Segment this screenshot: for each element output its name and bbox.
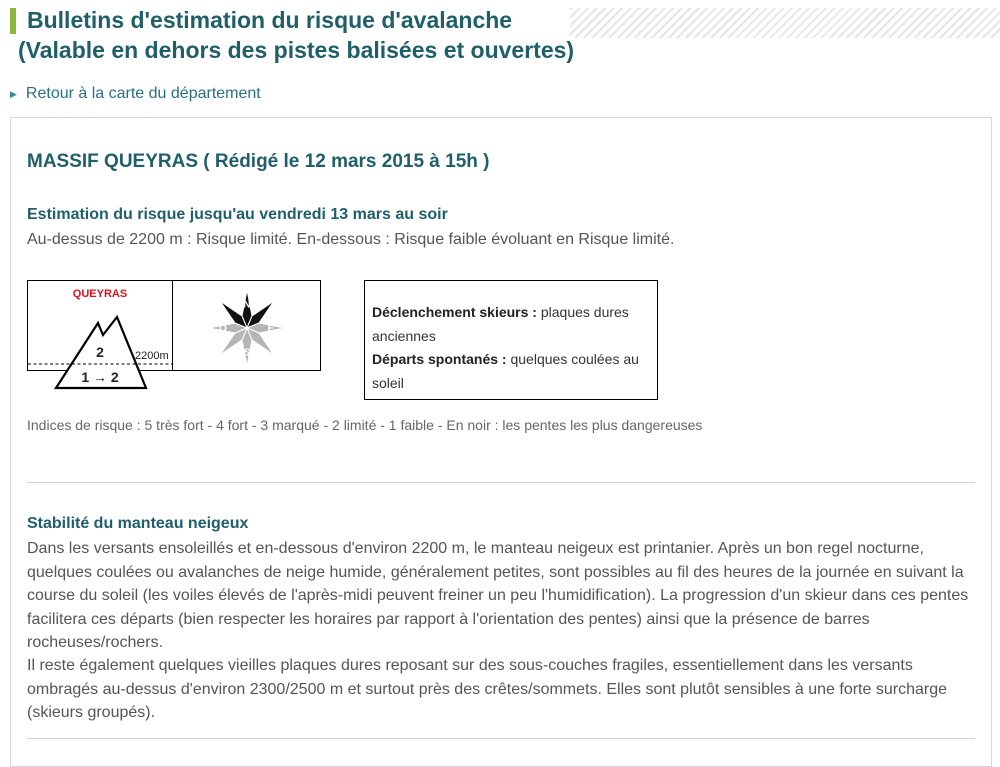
compass-label-west: O	[219, 323, 227, 335]
section-divider	[27, 738, 975, 739]
page-subtitle: (Valable en dehors des pistes balisées et ouvertes)	[18, 37, 575, 63]
page-title: Bulletins d'estimation du risque d'avalanche	[27, 7, 513, 33]
mountain-icon	[28, 281, 173, 385]
triggers-box	[364, 280, 658, 400]
mountain-risk-cell	[28, 281, 173, 385]
compass-label-south: S	[243, 347, 251, 359]
compass-label-north: N	[243, 299, 251, 311]
trigger-label: Départs spontanés :	[372, 351, 507, 367]
back-to-department-map-link[interactable]	[10, 85, 261, 103]
back-link-label: Retour à la carte du département	[25, 85, 261, 102]
stability-paragraph: Dans les versants ensoleillés et en-dessous d'environ 2200 m, le manteau neigeux est printanier. Après un bon regel nocturne, quelques coulées ou avalanches de neige humide, généralement petites, sont possibles au fil des heures de la journée en suivant la course du soleil (les voiles élevés de l'après-midi peuvent freiner un peu l'humidification). La progression d'un skieur dans ces pentes facilitera ces départs (bien respecter les horaires par rapport à l'orientation des pentes) ainsi que la présence de barres rocheuses/rochers.	[27, 540, 969, 651]
compass-label-east: E	[267, 323, 275, 335]
stability-title: Stabilité du manteau neigeux	[27, 515, 249, 532]
trigger-text: plaques dures anciennes	[372, 304, 629, 344]
title-accent-bar	[10, 8, 16, 34]
altitude-label: 2200m	[135, 350, 169, 362]
risk-diagram	[27, 280, 321, 385]
trigger-label: Déclenchement skieurs :	[372, 304, 537, 320]
trigger-item	[372, 301, 649, 348]
page-header	[10, 6, 990, 64]
orientation-rose-cell	[173, 281, 321, 370]
estimation-text: Au-dessus de 2200 m : Risque limité. En-dessous : Risque faible évoluant en Risque limité.	[27, 231, 675, 248]
stability-paragraph: Il reste également quelques vieilles plaques dures reposant sur des sous-couches fragiles, essentiellement dans les versants ombragés au-dessus d'environ 2300/2500 m et surtout près des crêtes/sommets. Elles sont plutôt sensibles à une forte surcharge (skieurs groupés).	[27, 657, 947, 721]
bulletin-panel	[10, 117, 992, 767]
compass-rose-icon	[173, 281, 321, 372]
massif-title: MASSIF QUEYRAS ( Rédigé le 12 mars 2015 à 15h )	[27, 151, 490, 172]
lower-risk-index: 1 → 2	[81, 369, 119, 385]
title-decoration-stripes	[570, 8, 1000, 38]
massif-label: QUEYRAS	[72, 288, 128, 300]
trigger-item	[372, 348, 649, 395]
section-divider	[27, 482, 975, 483]
trigger-text: quelques coulées au soleil	[372, 351, 639, 391]
triangle-right-icon: ▶	[10, 89, 17, 99]
risk-index-legend: Indices de risque : 5 très fort - 4 fort - 3 marqué - 2 limité - 1 faible - En noir : les pentes les plus dangereuses	[27, 417, 703, 433]
upper-risk-index: 2	[96, 344, 104, 360]
estimation-title: Estimation du risque jusqu'au vendredi 13 mars au soir	[27, 206, 448, 223]
